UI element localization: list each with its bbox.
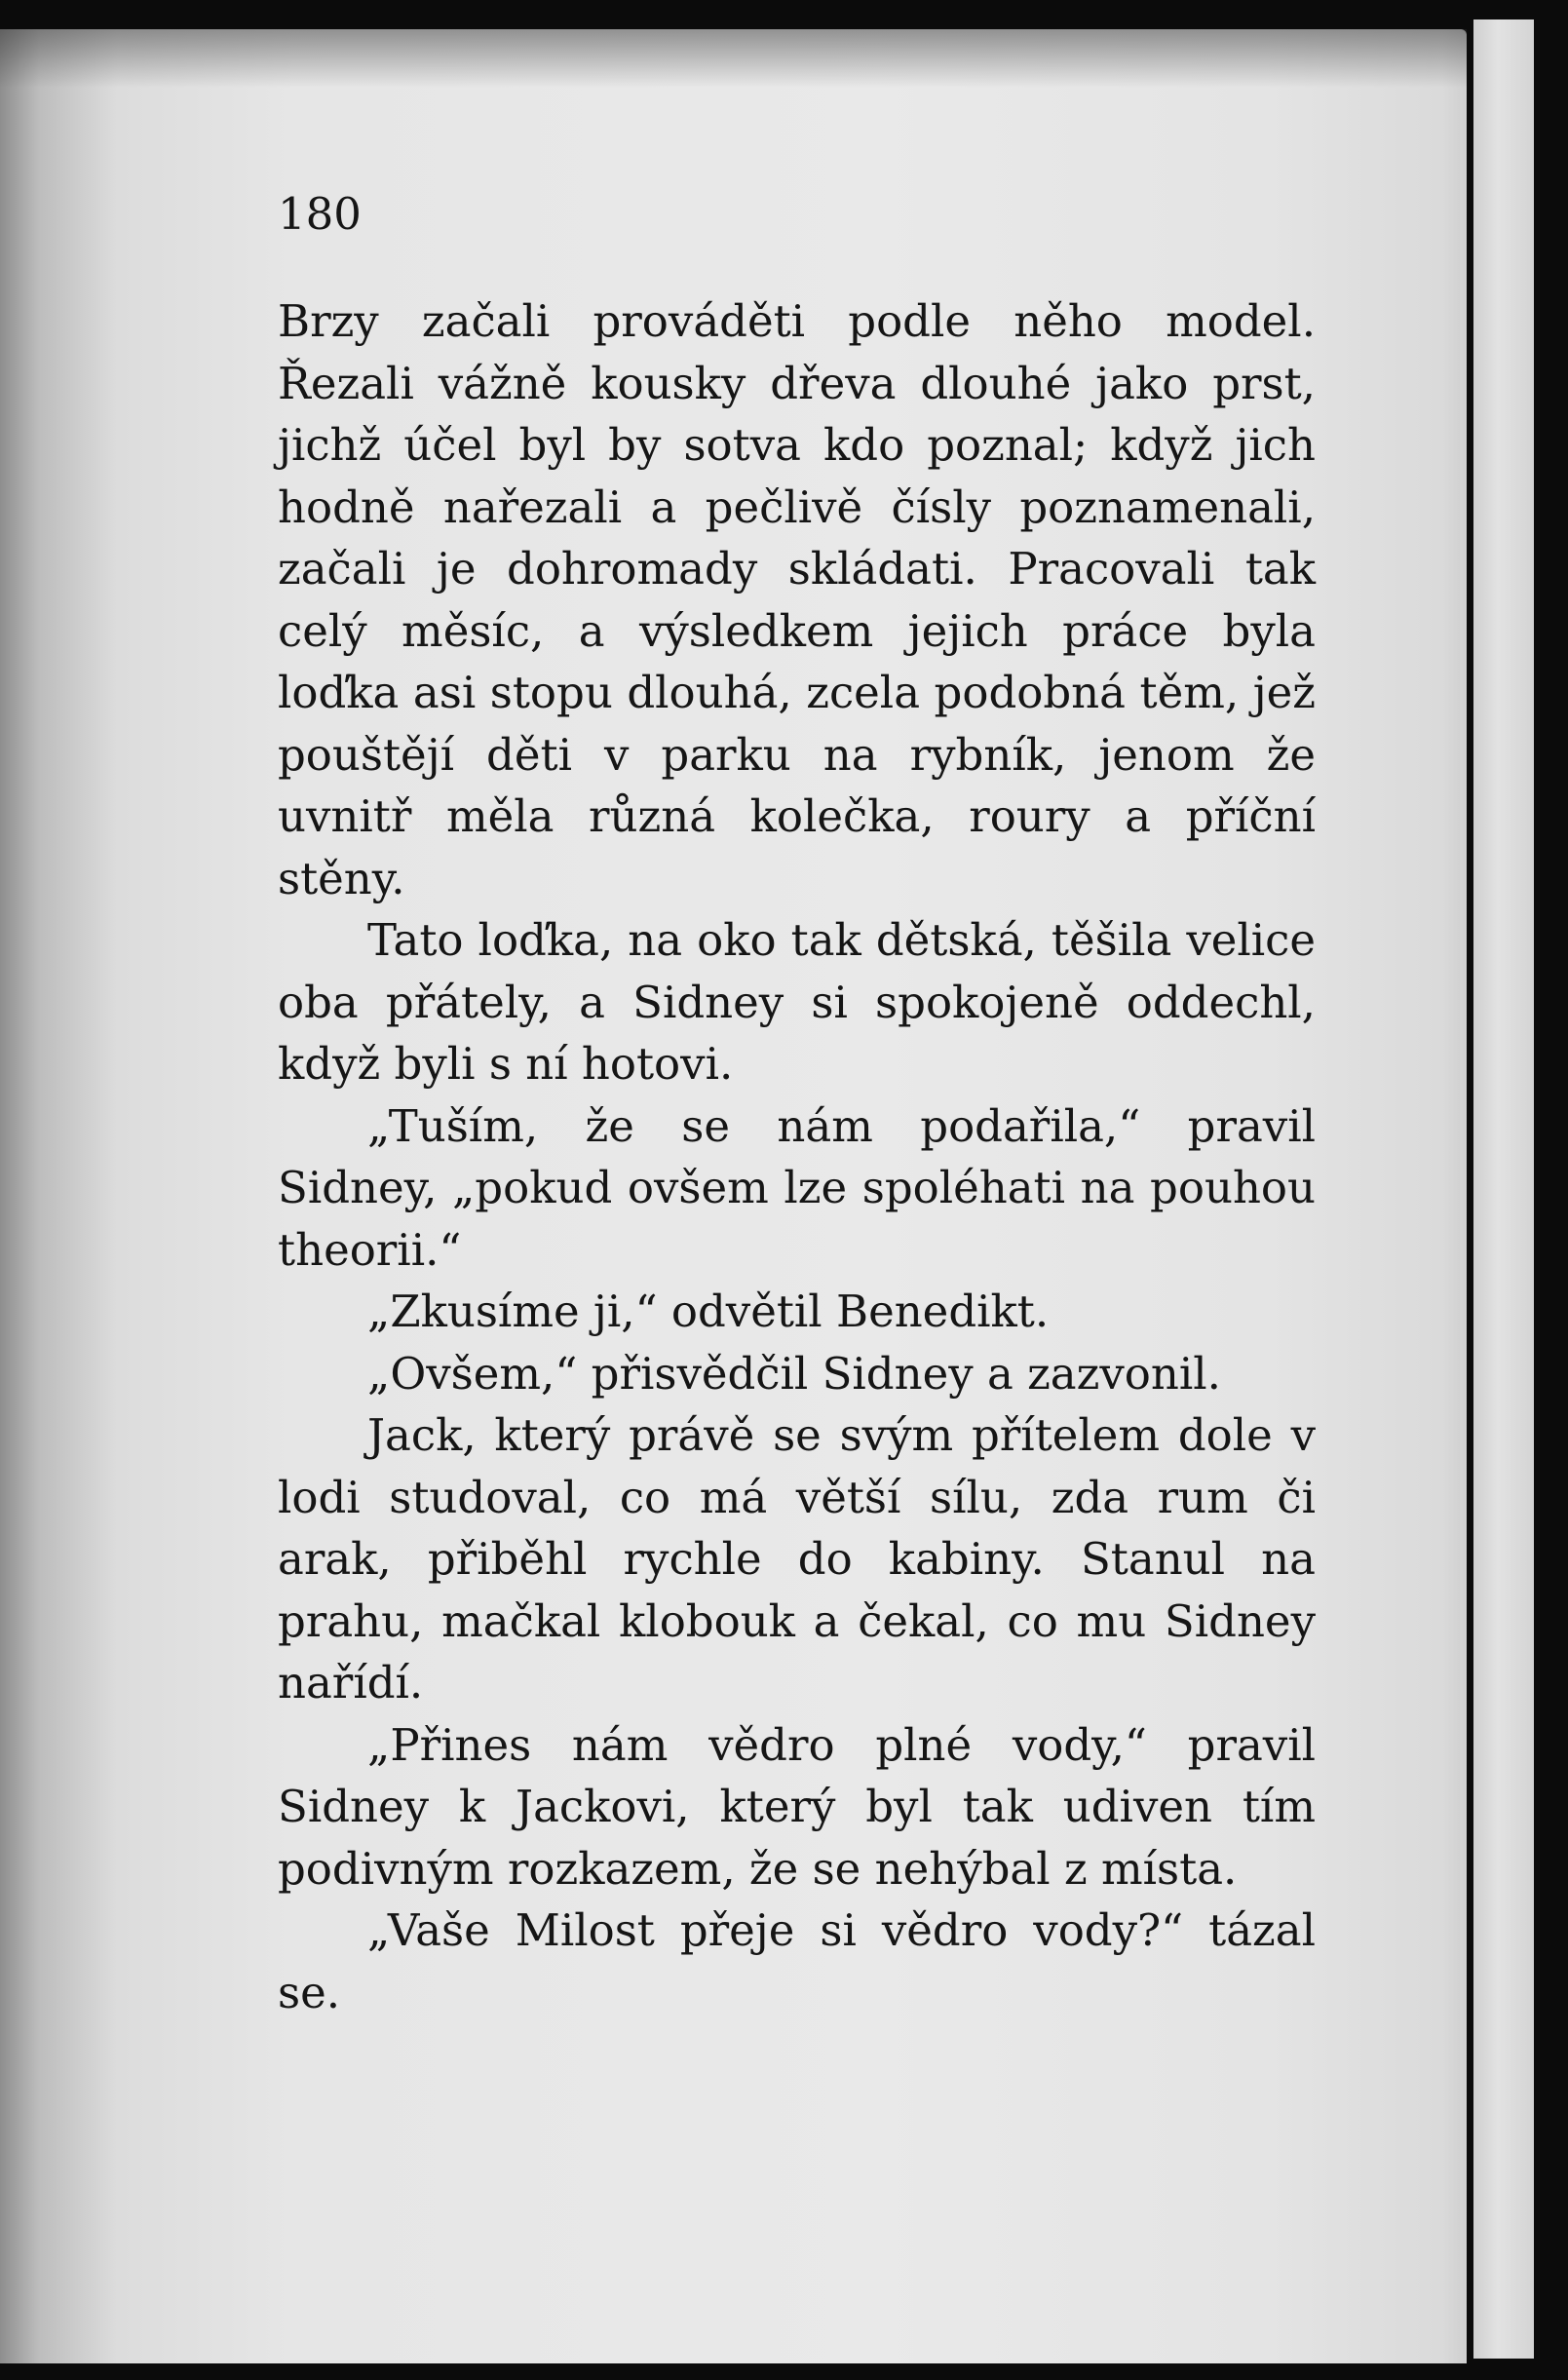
- paragraph-8: „Vaše Milost přeje si vědro vody?“ tázal se.: [278, 1904, 1316, 2018]
- text-block: [278, 185, 1316, 2023]
- scan-border: [1534, 19, 1568, 2380]
- page-edge-shadow: [1467, 19, 1473, 2359]
- paragraph-4: „Zkusíme ji,“ odvětil Benedikt.: [367, 1286, 1050, 1337]
- paragraph-7: „Přines nám vědro plné vody,“ pravil Sidney k Jackovi, který byl tak udiven tím podivným rozkazem, že se nehýbal z místa.: [278, 1718, 1316, 1895]
- paragraph-2: Tato loďka, na oko tak dětská, těšila velice oba přátely, a Sidney si spokojeně oddechl, když byli s ní hotovi.: [278, 914, 1316, 1090]
- paragraph-6: Jack, který právě se svým přítelem dole v lodi studoval, co má větší sílu, zda rum či arak, přiběhl rychle do kabiny. Stanul na prahu, mačkal klobouk a čekal, co mu Sidney nařídí.: [278, 1409, 1316, 1708]
- next-page-edge: [1473, 19, 1534, 2359]
- paragraph-3: „Tuším, že se nám podařila,“ pravil Sidney, „pokud ovšem lze spoléhati na pouhou theorii.“: [278, 1099, 1316, 1276]
- paragraph-1: Brzy začali prováděti podle něho model. Řezali vážně kousky dřeva dlouhé jako prst, jichž účel byl by sotva kdo poznal; když jich hodně nařezali a pečlivě čísly poznamenali, začali je dohromady skládati. Pracovali tak celý měsíc, a výsledkem jejich práce byla loďka asi stopu dlouhá, zcela podobná těm, jež pouštějí děti v parku na rybník, jenom že uvnitř měla různá kolečka, roury a příční stěny.: [278, 295, 1316, 904]
- paragraph-5: „Ovšem,“ přisvědčil Sidney a zazvonil.: [367, 1347, 1221, 1400]
- page-number: 180: [278, 188, 362, 240]
